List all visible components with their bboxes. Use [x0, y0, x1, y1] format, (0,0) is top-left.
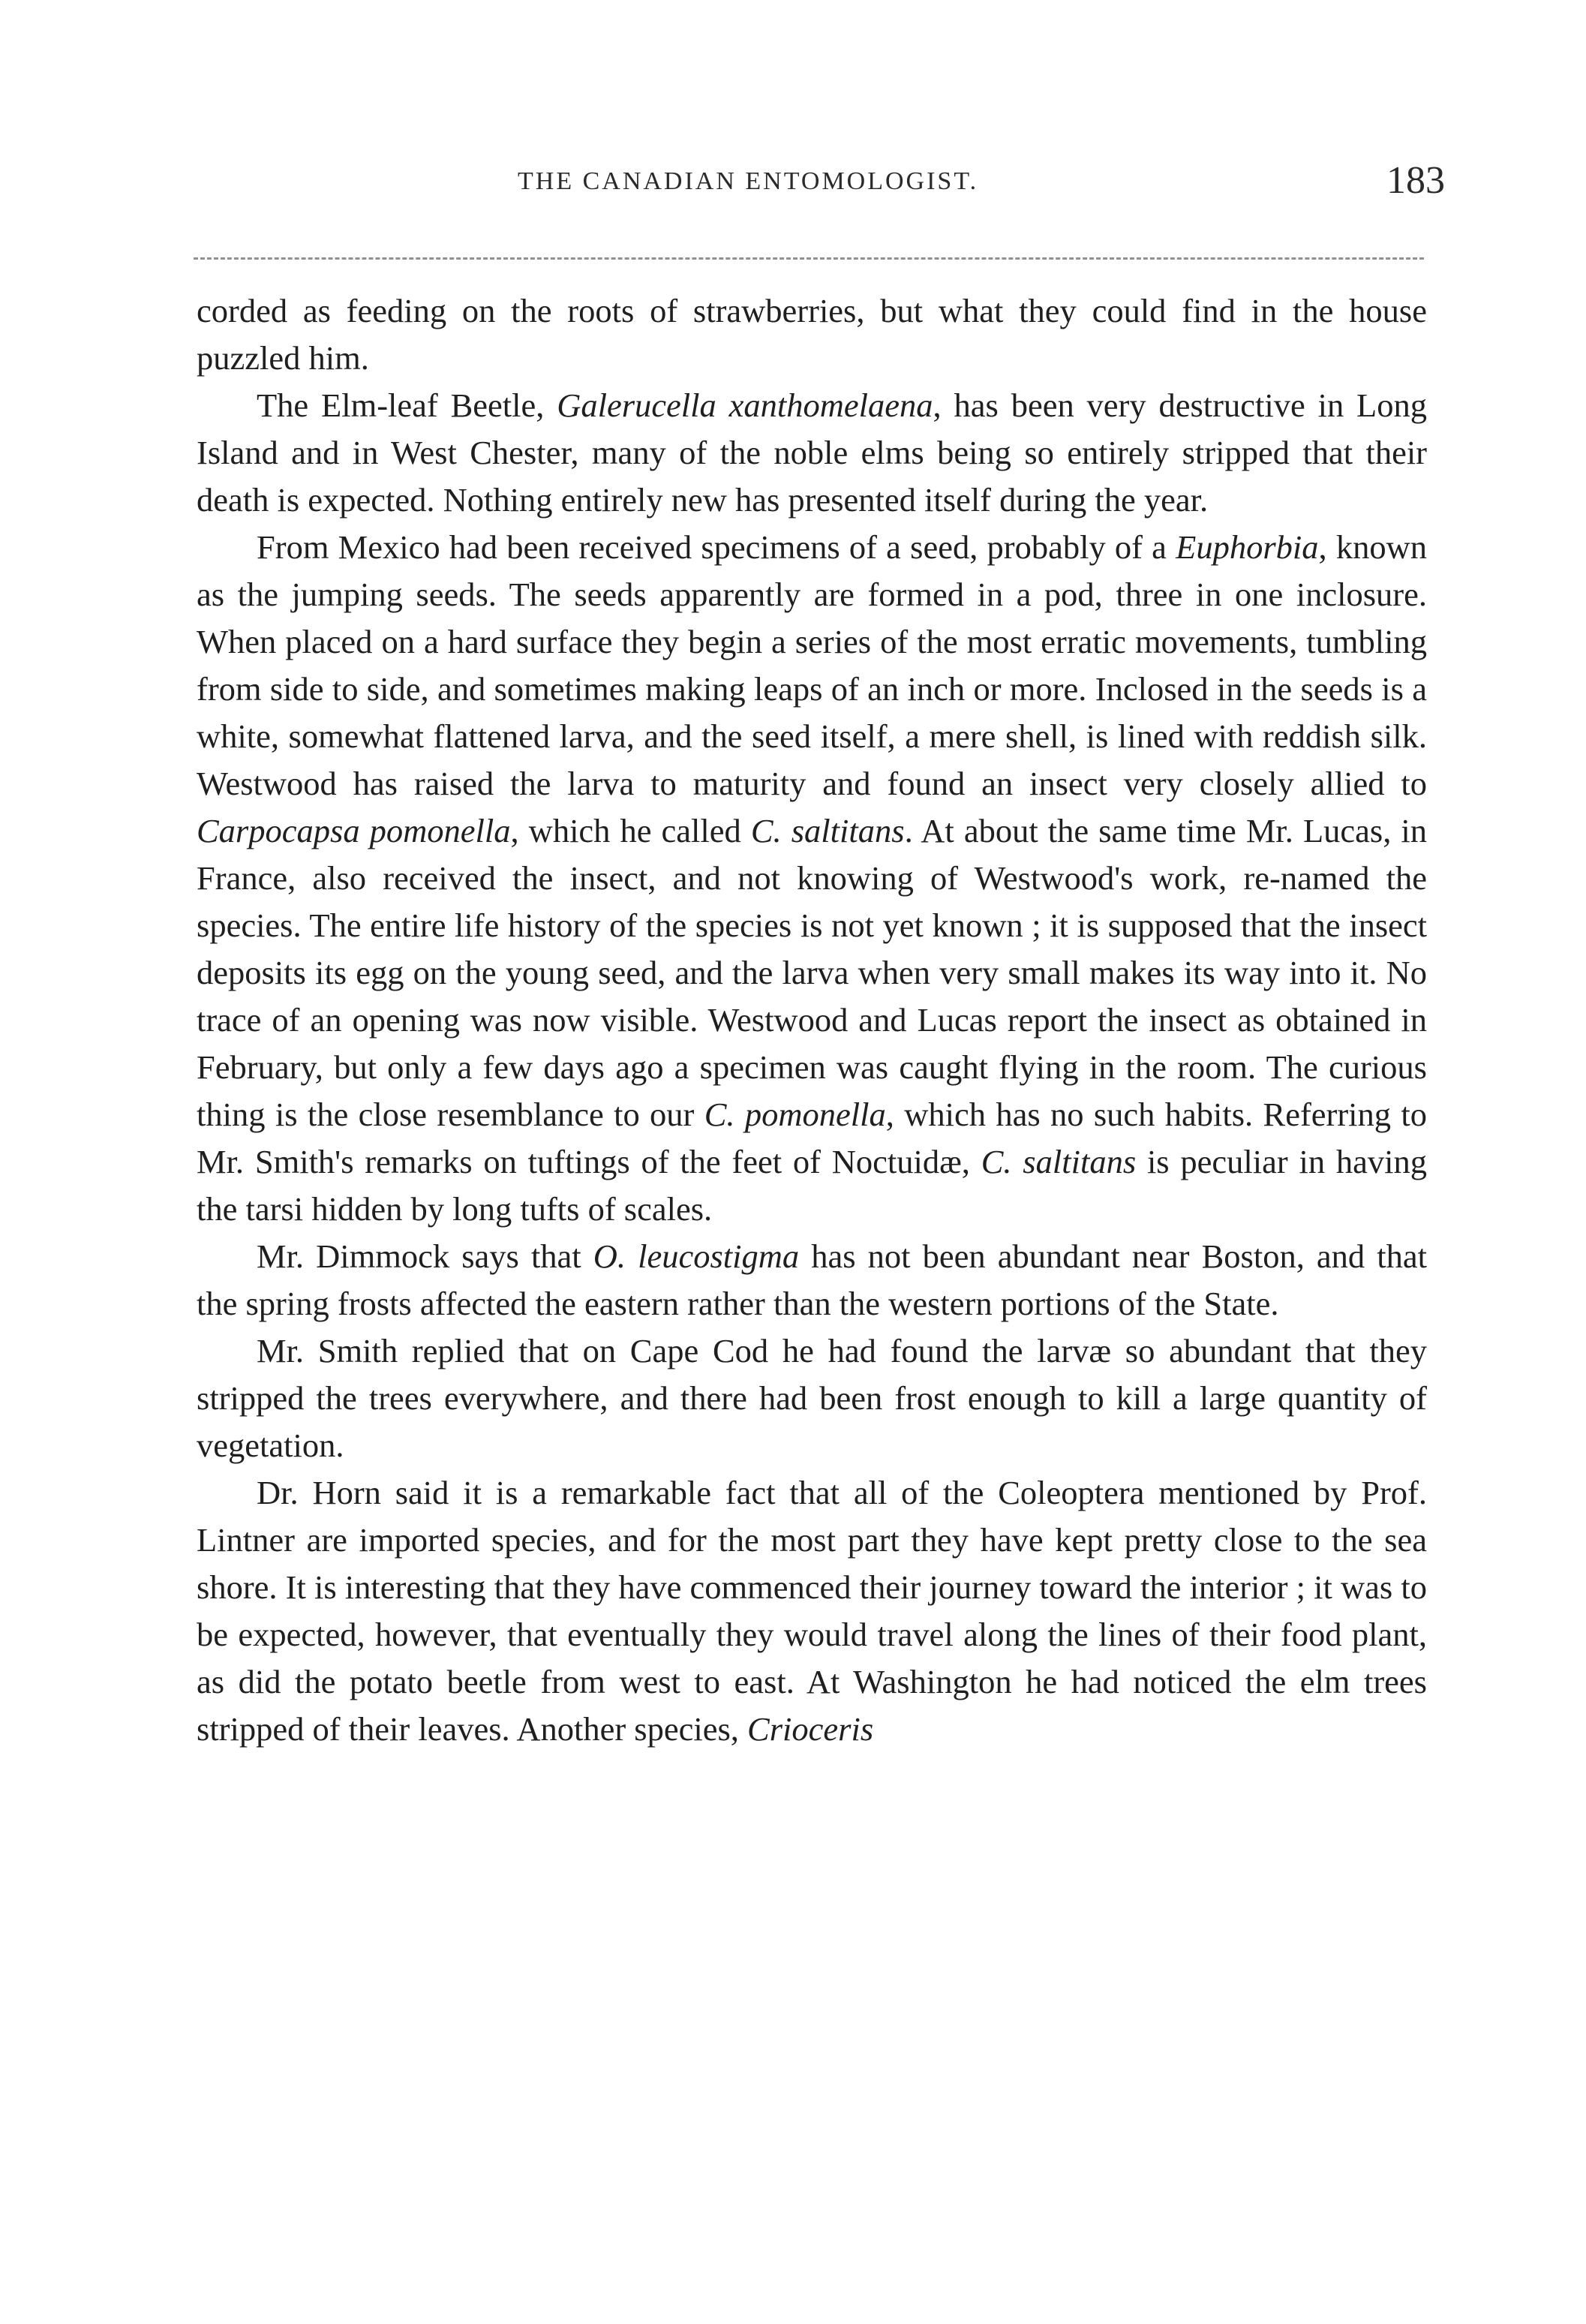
- paragraph: [197, 524, 1427, 1233]
- text-span: Dr. Horn said it is a remarkable fact that all of the Coleoptera mentioned by Prof. Lintner are imported species, and for the most part they have kept pretty close to the sea shore. It is interesting that they have commenced their journey toward the interior ; it was to be expected, however, that eventually they would travel along the lines of their food plant, as did the potato beetle from west to east. At Washington he had noticed the elm trees stripped of their leaves. Another species,: [197, 1474, 1427, 1748]
- paragraph: [197, 382, 1427, 524]
- text-span: , which has no such habits. Referring to Mr. Smith's remarks on tuftings of the feet of Noctuidæ,: [197, 1096, 1428, 1180]
- running-head: THE CANADIAN ENTOMOLOGIST.: [518, 167, 979, 195]
- paragraph: [197, 1233, 1427, 1327]
- text-span: . At about the same time Mr. Lucas, in France, also received the insect, and not knowing of Westwood's work, re-named the species. The entire life history of the species is not yet known ; it is supposed that the insect deposits its egg on the young seed, and the larva when very small makes its way into it. No trace of an opening was now visible. Westwood and Lucas report the insect as obtained in February, but only a few days ago a specimen was caught flying in the room. The curious thing is the close resemblance to our: [197, 812, 1427, 1133]
- italic-text: Crioceris: [747, 1710, 874, 1748]
- page-header: [195, 154, 1451, 214]
- italic-text: O. leucostigma: [593, 1237, 800, 1275]
- italic-text: Euphorbia: [1176, 528, 1319, 566]
- text-span: The Elm-leaf Beetle,: [257, 386, 557, 424]
- text-span: is peculiar in having the tarsi hidden by long tufts of scales.: [197, 1143, 1427, 1228]
- text-span: , known as the jumping seeds. The seeds apparently are formed in a pod, three in one inclosure. When placed on a hard surface they begin a series of the most erratic movements, tumbling from side to side, and sometimes making leaps of an inch or more. Inclosed in the seeds is a white, somewhat flattened larva, and the seed itself, a mere shell, is lined with reddish silk. Westwood has raised the larva to maturity and found an insect very closely allied to: [197, 528, 1427, 802]
- text-span: Mr. Smith replied that on Cape Cod he had found the larvæ so abundant that they stripped the trees everywhere, and there had been frost enough to kill a large quantity of vegetation.: [197, 1332, 1427, 1464]
- text-span: corded as feeding on the roots of strawberries, but what they could find in the house puzzled him.: [197, 292, 1427, 377]
- paragraph: [197, 1469, 1427, 1753]
- italic-text: C. saltitans: [981, 1143, 1137, 1180]
- italic-text: Carpocapsa pomonella: [197, 812, 511, 849]
- italic-text: Galerucella xanthomelaena: [557, 386, 933, 424]
- page-number: 183: [1386, 159, 1445, 202]
- body-text: [197, 287, 1427, 1753]
- italic-text: C. pomonella: [704, 1096, 886, 1133]
- text-span: Mr. Dimmock says that: [257, 1237, 593, 1275]
- italic-text: C. saltitans: [750, 812, 905, 849]
- paragraph: [197, 1327, 1427, 1469]
- header-rule: [194, 257, 1424, 260]
- text-span: , has been very destructive in Long Island and in West Chester, many of the noble elms being so entirely stripped that their death is expected. Nothing entirely new has presented itself during the year.: [197, 386, 1427, 519]
- text-span: has not been abundant near Boston, and that the spring frosts affected the eastern rather than the western portions of the State.: [197, 1237, 1427, 1322]
- text-span: From Mexico had been received specimens of a seed, probably of a: [257, 528, 1176, 566]
- paragraph: [197, 287, 1427, 382]
- text-span: , which he called: [510, 812, 751, 849]
